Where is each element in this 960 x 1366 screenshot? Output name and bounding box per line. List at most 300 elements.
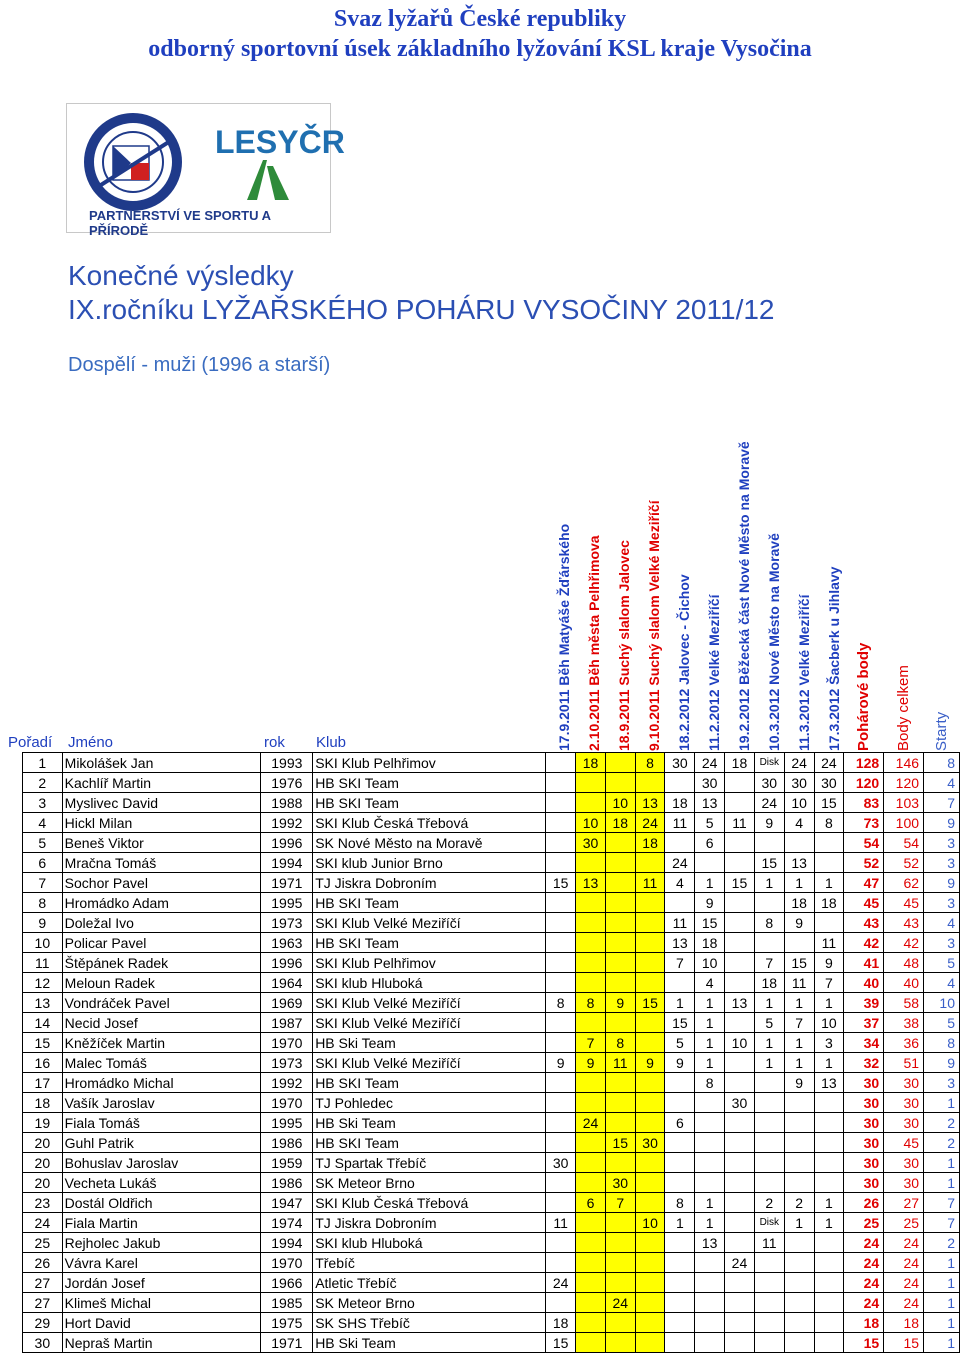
table-row — [23, 1093, 960, 1113]
race-5-cell — [665, 1153, 695, 1173]
starts-cell: 5 — [924, 953, 960, 973]
cup-points-cell: 26 — [844, 1193, 884, 1213]
rank-cell: 30 — [23, 1333, 63, 1353]
table-row — [23, 1033, 960, 1053]
year-cell: 1985 — [261, 1293, 313, 1313]
total-points-cell: 52 — [884, 853, 924, 873]
name-cell: Vávra Karel — [62, 1253, 261, 1273]
name-cell: Necid Josef — [62, 1013, 261, 1033]
race-7-cell — [725, 1173, 755, 1193]
rank-cell: 23 — [23, 1193, 63, 1213]
race-1-cell — [546, 1233, 576, 1253]
race-4-cell — [635, 913, 665, 933]
total-points-cell: 103 — [884, 793, 924, 813]
cup-points-cell: 34 — [844, 1033, 884, 1053]
race-5-cell: 1 — [665, 1213, 695, 1233]
column-header-name: Jméno — [68, 734, 114, 751]
column-header-total-points: Body celkem — [895, 665, 912, 751]
year-cell: 1987 — [261, 1013, 313, 1033]
table-row — [23, 1273, 960, 1293]
cup-points-cell: 41 — [844, 953, 884, 973]
total-points-cell: 25 — [884, 1213, 924, 1233]
race-2-cell: 30 — [576, 833, 606, 853]
race-3-cell — [605, 1113, 635, 1133]
rank-cell: 24 — [23, 1213, 63, 1233]
race-8-cell — [754, 893, 784, 913]
race-3-cell — [605, 753, 635, 773]
name-cell: Mikolášek Jan — [62, 753, 261, 773]
year-cell: 1992 — [261, 813, 313, 833]
column-header-cup-points: Pohárové body — [855, 642, 872, 751]
year-cell: 1959 — [261, 1153, 313, 1173]
rank-cell: 14 — [23, 1013, 63, 1033]
race-2-cell — [576, 1093, 606, 1113]
race-2-cell: 7 — [576, 1033, 606, 1053]
race-2-cell: 9 — [576, 1053, 606, 1073]
race-7-cell — [725, 1053, 755, 1073]
race-7-cell — [725, 793, 755, 813]
table-row — [23, 1013, 960, 1033]
race-9-cell — [784, 1173, 814, 1193]
race-header-6: 11.2.2012 Velké Meziříčí — [706, 594, 722, 751]
rank-cell: 3 — [23, 793, 63, 813]
race-9-cell — [784, 933, 814, 953]
year-cell: 1973 — [261, 913, 313, 933]
cup-points-cell: 30 — [844, 1173, 884, 1193]
ski-association-seal-icon — [79, 112, 187, 212]
table-row — [23, 1073, 960, 1093]
race-3-cell: 7 — [605, 1193, 635, 1213]
race-2-cell: 6 — [576, 1193, 606, 1213]
race-9-cell: 7 — [784, 1013, 814, 1033]
race-1-cell — [546, 1093, 576, 1113]
race-9-cell: 18 — [784, 893, 814, 913]
race-7-cell — [725, 1233, 755, 1253]
race-5-cell: 6 — [665, 1113, 695, 1133]
club-cell: TJ Pohledec — [313, 1093, 546, 1113]
club-cell: SK SHS Třebíč — [313, 1313, 546, 1333]
race-9-cell: 30 — [784, 773, 814, 793]
club-cell: SKI klub Junior Brno — [313, 853, 546, 873]
rank-cell: 16 — [23, 1053, 63, 1073]
race-4-cell — [635, 893, 665, 913]
total-points-cell: 42 — [884, 933, 924, 953]
race-10-cell: 8 — [814, 813, 844, 833]
race-10-cell — [814, 1233, 844, 1253]
race-8-cell — [754, 1253, 784, 1273]
starts-cell: 3 — [924, 893, 960, 913]
race-9-cell — [784, 1113, 814, 1133]
race-3-cell: 11 — [605, 1053, 635, 1073]
race-4-cell — [635, 973, 665, 993]
race-5-cell: 24 — [665, 853, 695, 873]
rank-cell: 27 — [23, 1273, 63, 1293]
race-2-cell — [576, 1313, 606, 1333]
race-6-cell — [695, 1173, 725, 1193]
race-2-cell — [576, 1253, 606, 1273]
race-1-cell — [546, 1173, 576, 1193]
race-7-cell — [725, 1193, 755, 1213]
total-points-cell: 58 — [884, 993, 924, 1013]
race-10-cell — [814, 1153, 844, 1173]
race-10-cell — [814, 853, 844, 873]
race-1-cell — [546, 813, 576, 833]
table-row — [23, 1313, 960, 1333]
race-header-2: 2.10.2011 Běh města Pelhřimova — [586, 535, 602, 751]
race-5-cell — [665, 833, 695, 853]
rank-cell: 19 — [23, 1113, 63, 1133]
race-2-cell — [576, 1153, 606, 1173]
race-8-cell: 11 — [754, 1233, 784, 1253]
starts-cell: 8 — [924, 1033, 960, 1053]
club-cell: TJ Spartak Třebíč — [313, 1153, 546, 1173]
starts-cell: 9 — [924, 873, 960, 893]
race-9-cell — [784, 1253, 814, 1273]
race-4-cell — [635, 773, 665, 793]
starts-cell: 2 — [924, 1133, 960, 1153]
race-6-cell: 5 — [695, 813, 725, 833]
race-4-cell — [635, 1333, 665, 1353]
race-6-cell: 1 — [695, 1013, 725, 1033]
cup-points-cell: 24 — [844, 1233, 884, 1253]
year-cell: 1996 — [261, 833, 313, 853]
name-cell: Fiala Tomáš — [62, 1113, 261, 1133]
name-cell: Dostál Oldřich — [62, 1193, 261, 1213]
total-points-cell: 30 — [884, 1173, 924, 1193]
race-1-cell — [546, 953, 576, 973]
club-cell: SKI Klub Velké Meziříčí — [313, 993, 546, 1013]
race-2-cell — [576, 1173, 606, 1193]
race-1-cell — [546, 853, 576, 873]
total-points-cell: 45 — [884, 893, 924, 913]
cup-points-cell: 32 — [844, 1053, 884, 1073]
race-9-cell: 13 — [784, 853, 814, 873]
rank-cell: 6 — [23, 853, 63, 873]
year-cell: 1995 — [261, 893, 313, 913]
total-points-cell: 40 — [884, 973, 924, 993]
race-6-cell — [695, 1273, 725, 1293]
cup-points-cell: 39 — [844, 993, 884, 1013]
race-3-cell — [605, 1093, 635, 1113]
race-6-cell — [695, 1253, 725, 1273]
race-10-cell: 24 — [814, 753, 844, 773]
table-row — [23, 1113, 960, 1133]
race-4-cell — [635, 933, 665, 953]
race-8-cell — [754, 1133, 784, 1153]
race-6-cell: 6 — [695, 833, 725, 853]
race-7-cell — [725, 893, 755, 913]
race-3-cell: 18 — [605, 813, 635, 833]
race-2-cell: 8 — [576, 993, 606, 1013]
club-cell: HB SKI Team — [313, 773, 546, 793]
rank-cell: 2 — [23, 773, 63, 793]
race-8-cell: 2 — [754, 1193, 784, 1213]
club-cell: Třebíč — [313, 1253, 546, 1273]
race-6-cell — [695, 853, 725, 873]
rank-cell: 11 — [23, 953, 63, 973]
race-4-cell — [635, 1013, 665, 1033]
cup-points-cell: 47 — [844, 873, 884, 893]
starts-cell: 4 — [924, 973, 960, 993]
race-10-cell: 10 — [814, 1013, 844, 1033]
starts-cell: 3 — [924, 933, 960, 953]
race-10-cell — [814, 1293, 844, 1313]
race-9-cell — [784, 1313, 814, 1333]
race-1-cell: 9 — [546, 1053, 576, 1073]
sponsor-logo — [66, 103, 345, 238]
brand-name: LESYČR — [215, 124, 345, 160]
tree-icon — [243, 156, 303, 200]
race-8-cell: 8 — [754, 913, 784, 933]
race-1-cell: 15 — [546, 873, 576, 893]
race-3-cell — [605, 1313, 635, 1333]
name-cell: Klimeš Michal — [62, 1293, 261, 1313]
race-3-cell — [605, 893, 635, 913]
race-5-cell: 9 — [665, 1053, 695, 1073]
race-2-cell — [576, 1013, 606, 1033]
club-cell: SK Meteor Brno — [313, 1293, 546, 1313]
race-1-cell — [546, 1113, 576, 1133]
race-10-cell: 1 — [814, 1213, 844, 1233]
race-8-cell — [754, 833, 784, 853]
race-6-cell: 15 — [695, 913, 725, 933]
race-1-cell — [546, 1133, 576, 1153]
race-4-cell — [635, 1153, 665, 1173]
cup-points-cell: 45 — [844, 893, 884, 913]
race-1-cell — [546, 1013, 576, 1033]
race-2-cell — [576, 1233, 606, 1253]
rank-cell: 10 — [23, 933, 63, 953]
cup-points-cell: 24 — [844, 1253, 884, 1273]
club-cell: HB SKI Team — [313, 933, 546, 953]
total-points-cell: 24 — [884, 1233, 924, 1253]
club-cell: SKI Klub Pelhřimov — [313, 753, 546, 773]
cup-points-cell: 128 — [844, 753, 884, 773]
rank-cell: 8 — [23, 893, 63, 913]
name-cell: Nepraš Martin — [62, 1333, 261, 1353]
year-cell: 1947 — [261, 1193, 313, 1213]
race-5-cell: 30 — [665, 753, 695, 773]
race-8-cell — [754, 1173, 784, 1193]
race-8-cell: 18 — [754, 973, 784, 993]
results-heading: Konečné výsledky — [68, 260, 294, 291]
race-3-cell — [605, 1273, 635, 1293]
race-8-cell: Disk — [754, 753, 784, 773]
name-cell: Kněžíček Martin — [62, 1033, 261, 1053]
race-8-cell — [754, 1093, 784, 1113]
race-1-cell: 15 — [546, 1333, 576, 1353]
race-5-cell — [665, 1313, 695, 1333]
starts-cell: 9 — [924, 1053, 960, 1073]
race-10-cell — [814, 833, 844, 853]
rank-cell: 20 — [23, 1133, 63, 1153]
name-cell: Policar Pavel — [62, 933, 261, 953]
name-cell: Hickl Milan — [62, 813, 261, 833]
name-cell: Rejholec Jakub — [62, 1233, 261, 1253]
race-2-cell: 10 — [576, 813, 606, 833]
total-points-cell: 120 — [884, 773, 924, 793]
race-2-cell — [576, 1293, 606, 1313]
table-row — [23, 1173, 960, 1193]
race-6-cell — [695, 1333, 725, 1353]
race-5-cell — [665, 1273, 695, 1293]
starts-cell: 3 — [924, 853, 960, 873]
race-9-cell: 1 — [784, 1033, 814, 1053]
table-row — [23, 753, 960, 773]
starts-cell: 1 — [924, 1153, 960, 1173]
starts-cell: 4 — [924, 773, 960, 793]
cup-points-cell: 73 — [844, 813, 884, 833]
race-7-cell: 24 — [725, 1253, 755, 1273]
total-points-cell: 62 — [884, 873, 924, 893]
race-header-7: 19.2.2012 Běžecká část Nové Město na Moravě — [736, 441, 752, 751]
year-cell: 1966 — [261, 1273, 313, 1293]
race-9-cell — [784, 1333, 814, 1353]
race-6-cell — [695, 1093, 725, 1113]
rank-cell: 13 — [23, 993, 63, 1013]
race-8-cell: 1 — [754, 1033, 784, 1053]
race-10-cell: 30 — [814, 773, 844, 793]
race-3-cell — [605, 1153, 635, 1173]
name-cell: Hromádko Michal — [62, 1073, 261, 1093]
table-row — [23, 1053, 960, 1073]
race-2-cell — [576, 973, 606, 993]
race-1-cell — [546, 1033, 576, 1053]
name-cell: Hort David — [62, 1313, 261, 1333]
total-points-cell: 36 — [884, 1033, 924, 1053]
year-cell: 1976 — [261, 773, 313, 793]
race-3-cell — [605, 913, 635, 933]
race-header-5: 18.2.2012 Jalovec - Čichov — [676, 574, 692, 751]
name-cell: Vecheta Lukáš — [62, 1173, 261, 1193]
club-cell: SKI Klub Česká Třebová — [313, 813, 546, 833]
cup-points-cell: 25 — [844, 1213, 884, 1233]
race-6-cell: 1 — [695, 873, 725, 893]
year-cell: 1964 — [261, 973, 313, 993]
race-3-cell — [605, 1233, 635, 1253]
race-4-cell: 24 — [635, 813, 665, 833]
table-row — [23, 853, 960, 873]
race-4-cell: 30 — [635, 1133, 665, 1153]
rank-cell: 7 — [23, 873, 63, 893]
race-10-cell — [814, 1173, 844, 1193]
race-5-cell: 11 — [665, 813, 695, 833]
starts-cell: 4 — [924, 913, 960, 933]
cup-points-cell: 30 — [844, 1133, 884, 1153]
total-points-cell: 43 — [884, 913, 924, 933]
race-7-cell — [725, 833, 755, 853]
race-2-cell — [576, 1133, 606, 1153]
table-row — [23, 1193, 960, 1213]
document-subtitle: odborný sportovní úsek základního lyžování KSL kraje Vysočina — [148, 36, 812, 62]
table-row — [23, 1293, 960, 1313]
starts-cell: 3 — [924, 833, 960, 853]
rank-cell: 18 — [23, 1093, 63, 1113]
race-1-cell — [546, 1073, 576, 1093]
table-row — [23, 933, 960, 953]
race-10-cell: 1 — [814, 1193, 844, 1213]
column-header-rank: Pořadí — [8, 734, 53, 751]
race-9-cell: 1 — [784, 1213, 814, 1233]
race-3-cell: 30 — [605, 1173, 635, 1193]
race-3-cell — [605, 973, 635, 993]
race-4-cell — [635, 1073, 665, 1093]
starts-cell: 1 — [924, 1333, 960, 1353]
rank-cell: 20 — [23, 1173, 63, 1193]
race-6-cell: 1 — [695, 1213, 725, 1233]
race-10-cell — [814, 1133, 844, 1153]
rank-cell: 1 — [23, 753, 63, 773]
race-6-cell: 1 — [695, 1033, 725, 1053]
total-points-cell: 38 — [884, 1013, 924, 1033]
race-8-cell: 1 — [754, 1053, 784, 1073]
total-points-cell: 27 — [884, 1193, 924, 1213]
race-5-cell — [665, 893, 695, 913]
race-2-cell — [576, 913, 606, 933]
race-3-cell — [605, 833, 635, 853]
race-5-cell — [665, 1073, 695, 1093]
rank-cell: 27 — [23, 1293, 63, 1313]
category-heading: Dospělí - muži (1996 a starší) — [68, 354, 331, 376]
race-3-cell — [605, 773, 635, 793]
race-7-cell — [725, 1133, 755, 1153]
race-1-cell — [546, 793, 576, 813]
race-2-cell — [576, 1073, 606, 1093]
rank-cell: 25 — [23, 1233, 63, 1253]
total-points-cell: 24 — [884, 1253, 924, 1273]
starts-cell: 10 — [924, 993, 960, 1013]
name-cell: Beneš Viktor — [62, 833, 261, 853]
name-cell: Meloun Radek — [62, 973, 261, 993]
race-9-cell: 11 — [784, 973, 814, 993]
table-row — [23, 1253, 960, 1273]
starts-cell: 9 — [924, 813, 960, 833]
race-1-cell: 8 — [546, 993, 576, 1013]
race-7-cell — [725, 1333, 755, 1353]
total-points-cell: 146 — [884, 753, 924, 773]
race-3-cell — [605, 1333, 635, 1353]
rank-cell: 26 — [23, 1253, 63, 1273]
race-2-cell — [576, 773, 606, 793]
cup-points-cell: 43 — [844, 913, 884, 933]
race-3-cell — [605, 1013, 635, 1033]
starts-cell: 1 — [924, 1273, 960, 1293]
year-cell: 1969 — [261, 993, 313, 1013]
race-7-cell — [725, 853, 755, 873]
table-row — [23, 913, 960, 933]
total-points-cell: 30 — [884, 1153, 924, 1173]
race-8-cell — [754, 1333, 784, 1353]
total-points-cell: 24 — [884, 1293, 924, 1313]
rank-cell: 17 — [23, 1073, 63, 1093]
table-row — [23, 833, 960, 853]
table-row — [23, 873, 960, 893]
race-7-cell: 18 — [725, 753, 755, 773]
name-cell: Guhl Patrik — [62, 1133, 261, 1153]
year-cell: 1994 — [261, 853, 313, 873]
total-points-cell: 15 — [884, 1333, 924, 1353]
table-row — [23, 993, 960, 1013]
race-5-cell: 11 — [665, 913, 695, 933]
race-8-cell — [754, 1153, 784, 1173]
name-cell: Kachlíř Martin — [62, 773, 261, 793]
race-9-cell: 10 — [784, 793, 814, 813]
rank-cell: 9 — [23, 913, 63, 933]
race-8-cell — [754, 1313, 784, 1333]
race-2-cell — [576, 893, 606, 913]
race-7-cell — [725, 1213, 755, 1233]
total-points-cell: 100 — [884, 813, 924, 833]
